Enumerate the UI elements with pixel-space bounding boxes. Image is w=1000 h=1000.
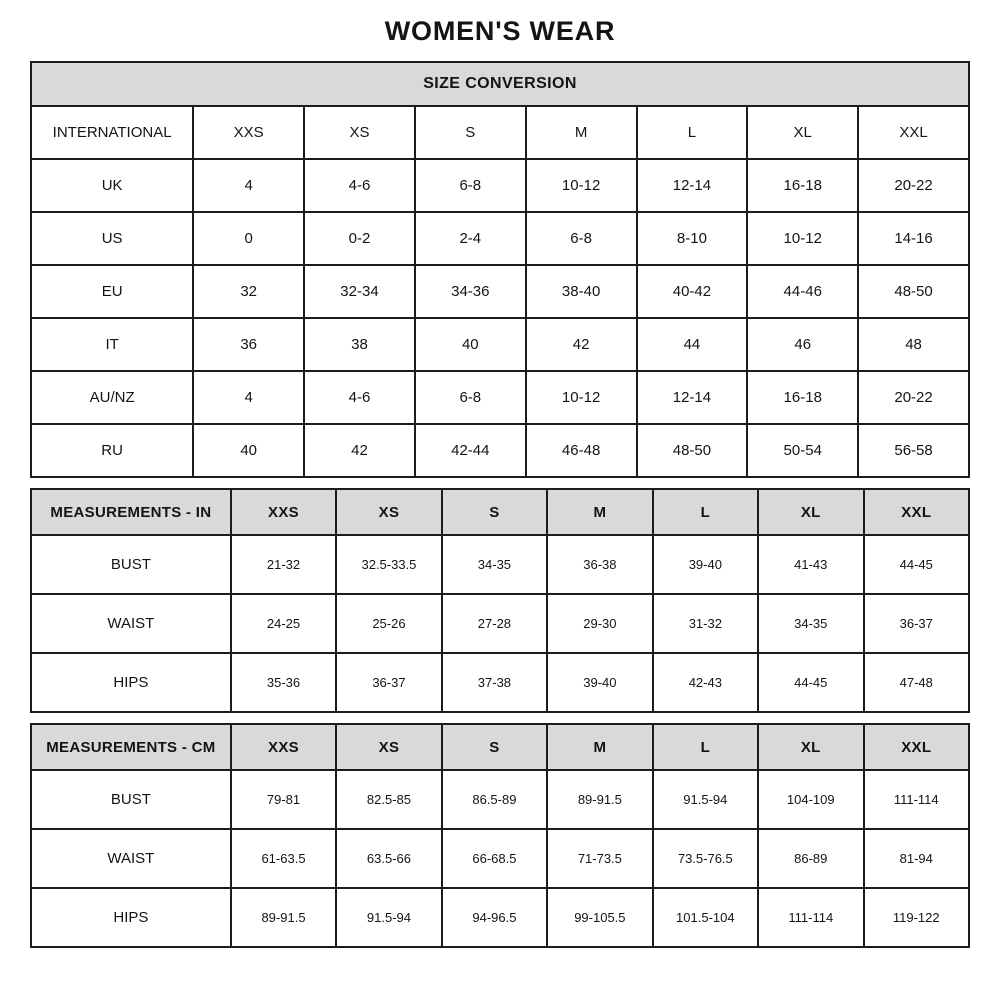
table-cell: 89-91.5	[231, 888, 336, 947]
table-cell: 42-44	[415, 424, 526, 477]
page-title: WOMEN'S WEAR	[384, 16, 616, 46]
table-cell: 10-12	[526, 159, 637, 212]
table-cell: 119-122	[864, 888, 970, 947]
table-cell: 104-109	[758, 770, 863, 829]
measurements-in-size-header: XXL	[864, 489, 970, 535]
size-conversion-corner-header: INTERNATIONAL	[31, 106, 193, 159]
table-cell: 91.5-94	[653, 770, 758, 829]
table-cell: 111-114	[758, 888, 863, 947]
table-cell: 73.5-76.5	[653, 829, 758, 888]
table-cell: 44-45	[864, 535, 970, 594]
table-cell: 48-50	[637, 424, 748, 477]
table-cell: 6-8	[526, 212, 637, 265]
measurements-in-size-header: XL	[758, 489, 863, 535]
table-row	[31, 535, 969, 594]
measurements-cm-size-header: XS	[336, 724, 441, 770]
row-label-cell: EU	[31, 265, 193, 318]
table-cell: 89-91.5	[547, 770, 652, 829]
table-cell: 4-6	[304, 371, 415, 424]
table-cell: 4	[193, 371, 304, 424]
row-label-cell: BUST	[31, 535, 231, 594]
table-cell: 111-114	[864, 770, 970, 829]
table-cell: 14-16	[858, 212, 969, 265]
size-conversion-size-header: XL	[747, 106, 858, 159]
table-cell: 34-35	[758, 594, 863, 653]
size-conversion-size-header: XXL	[858, 106, 969, 159]
measurements-cm-size-header: XXS	[231, 724, 336, 770]
row-label-cell: HIPS	[31, 653, 231, 712]
table-cell: 42-43	[653, 653, 758, 712]
row-label-cell: RU	[31, 424, 193, 477]
table-cell: 32	[193, 265, 304, 318]
table-cell: 48-50	[858, 265, 969, 318]
measurements-cm-table	[30, 723, 970, 948]
table-cell: 8-10	[637, 212, 748, 265]
row-label-cell: WAIST	[31, 829, 231, 888]
table-cell: 38	[304, 318, 415, 371]
table-cell: 32.5-33.5	[336, 535, 441, 594]
measurements-cm-size-header: L	[653, 724, 758, 770]
row-label-cell: BUST	[31, 770, 231, 829]
table-cell: 48	[858, 318, 969, 371]
table-cell: 99-105.5	[547, 888, 652, 947]
table-cell: 41-43	[758, 535, 863, 594]
measurements-cm-size-header: M	[547, 724, 652, 770]
table-cell: 10-12	[747, 212, 858, 265]
table-cell: 6-8	[415, 371, 526, 424]
measurements-in-size-header: S	[442, 489, 547, 535]
measurements-in-corner-header: MEASUREMENTS - IN	[31, 489, 231, 535]
table-cell: 12-14	[637, 371, 748, 424]
table-cell: 37-38	[442, 653, 547, 712]
table-cell: 46	[747, 318, 858, 371]
table-cell: 34-36	[415, 265, 526, 318]
table-cell: 12-14	[637, 159, 748, 212]
size-conversion-size-header: L	[637, 106, 748, 159]
table-cell: 20-22	[858, 371, 969, 424]
table-cell: 16-18	[747, 159, 858, 212]
table-row	[31, 770, 969, 829]
table-cell: 4	[193, 159, 304, 212]
row-label-cell: AU/NZ	[31, 371, 193, 424]
table-cell: 16-18	[747, 371, 858, 424]
table-cell: 36	[193, 318, 304, 371]
table-row	[31, 371, 969, 424]
table-cell: 44	[637, 318, 748, 371]
measurements-in-size-header: M	[547, 489, 652, 535]
table-cell: 63.5-66	[336, 829, 441, 888]
table-cell: 86.5-89	[442, 770, 547, 829]
table-cell: 6-8	[415, 159, 526, 212]
table-cell: 36-37	[864, 594, 970, 653]
measurements-cm-size-header: XXL	[864, 724, 970, 770]
row-label-cell: HIPS	[31, 888, 231, 947]
table-cell: 46-48	[526, 424, 637, 477]
table-cell: 25-26	[336, 594, 441, 653]
row-label-cell: IT	[31, 318, 193, 371]
table-cell: 82.5-85	[336, 770, 441, 829]
measurements-in-size-header: XXS	[231, 489, 336, 535]
table-cell: 86-89	[758, 829, 863, 888]
table-row	[31, 888, 969, 947]
table-cell: 40	[193, 424, 304, 477]
size-conversion-size-header: XS	[304, 106, 415, 159]
table-cell: 47-48	[864, 653, 970, 712]
table-cell: 66-68.5	[442, 829, 547, 888]
table-cell: 27-28	[442, 594, 547, 653]
size-conversion-table	[30, 61, 970, 478]
table-cell: 0-2	[304, 212, 415, 265]
table-cell: 36-38	[547, 535, 652, 594]
table-cell: 0	[193, 212, 304, 265]
size-conversion-size-header: XXS	[193, 106, 304, 159]
table-row	[31, 318, 969, 371]
table-cell: 29-30	[547, 594, 652, 653]
table-cell: 35-36	[231, 653, 336, 712]
table-row	[31, 829, 969, 888]
table-cell: 40	[415, 318, 526, 371]
size-conversion-size-header: S	[415, 106, 526, 159]
row-label-cell: US	[31, 212, 193, 265]
table-row	[31, 594, 969, 653]
table-row	[31, 265, 969, 318]
table-cell: 31-32	[653, 594, 758, 653]
table-cell: 20-22	[858, 159, 969, 212]
table-cell: 42	[304, 424, 415, 477]
table-cell: 32-34	[304, 265, 415, 318]
measurements-cm-size-header: S	[442, 724, 547, 770]
table-row	[31, 159, 969, 212]
table-row	[31, 653, 969, 712]
table-cell: 10-12	[526, 371, 637, 424]
table-cell: 39-40	[547, 653, 652, 712]
table-cell: 50-54	[747, 424, 858, 477]
table-cell: 34-35	[442, 535, 547, 594]
measurements-in-size-header: L	[653, 489, 758, 535]
table-cell: 81-94	[864, 829, 970, 888]
table-cell: 24-25	[231, 594, 336, 653]
row-label-cell: WAIST	[31, 594, 231, 653]
size-conversion-title: SIZE CONVERSION	[31, 62, 969, 106]
measurements-cm-size-header: XL	[758, 724, 863, 770]
table-cell: 21-32	[231, 535, 336, 594]
table-cell: 71-73.5	[547, 829, 652, 888]
table-cell: 91.5-94	[336, 888, 441, 947]
table-cell: 61-63.5	[231, 829, 336, 888]
table-cell: 42	[526, 318, 637, 371]
row-label-cell: UK	[31, 159, 193, 212]
measurements-cm-corner-header: MEASUREMENTS - CM	[31, 724, 231, 770]
table-cell: 101.5-104	[653, 888, 758, 947]
table-cell: 38-40	[526, 265, 637, 318]
table-cell: 39-40	[653, 535, 758, 594]
table-cell: 36-37	[336, 653, 441, 712]
measurements-in-size-header: XS	[336, 489, 441, 535]
table-cell: 56-58	[858, 424, 969, 477]
table-cell: 2-4	[415, 212, 526, 265]
table-cell: 44-45	[758, 653, 863, 712]
table-row	[31, 212, 969, 265]
table-cell: 94-96.5	[442, 888, 547, 947]
size-conversion-size-header: M	[526, 106, 637, 159]
measurements-in-table	[30, 488, 970, 713]
table-cell: 4-6	[304, 159, 415, 212]
table-cell: 40-42	[637, 265, 748, 318]
table-cell: 79-81	[231, 770, 336, 829]
table-row	[31, 424, 969, 477]
table-cell: 44-46	[747, 265, 858, 318]
